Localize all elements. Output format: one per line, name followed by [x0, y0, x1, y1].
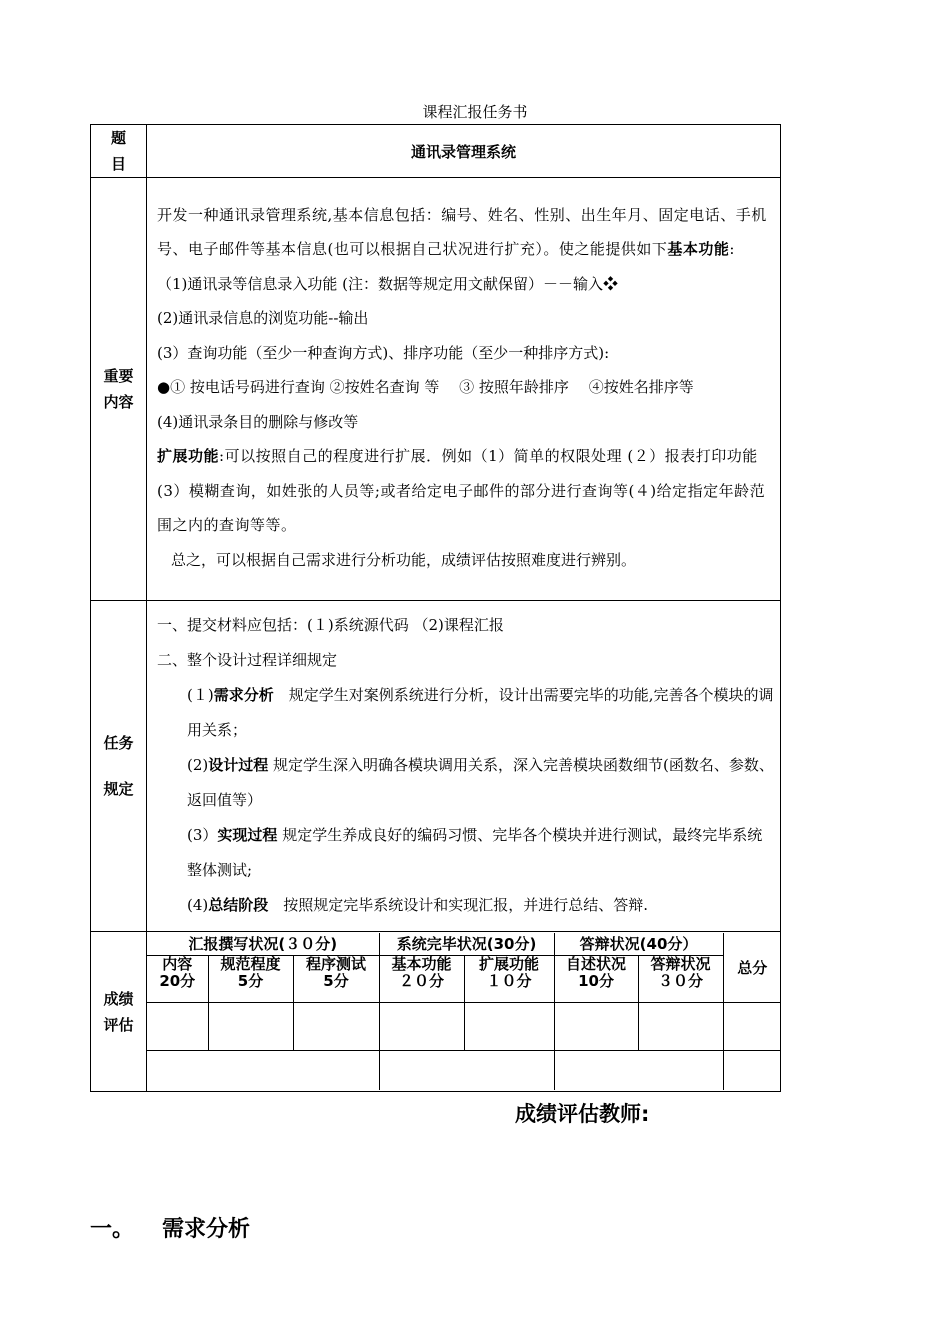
subtotal-defense: [554, 1050, 723, 1090]
grading-label: [91, 932, 147, 1092]
criterion-score: 5分: [237, 971, 264, 990]
score-cell: [723, 1002, 781, 1050]
total-score-header: 总分: [723, 933, 781, 1003]
task-summary-stage: [157, 888, 774, 923]
criterion-name: 内容: [162, 954, 193, 973]
task-cell: [147, 601, 781, 932]
task-step-2-number: (2): [187, 755, 209, 774]
criterion-score: ２０分: [399, 971, 445, 990]
score-cell: [638, 1002, 723, 1050]
score-cell: [379, 1002, 464, 1050]
task-step-3-number: (3）: [187, 825, 218, 844]
task-step-1-number: (１): [187, 685, 214, 704]
topic-value: 通讯录管理系统: [147, 125, 781, 178]
group-report-writing: 汇报撰写状况(３０分): [147, 933, 379, 956]
task-line-1: 一、提交材料应包括：(１)系统源代码 （2)课程汇报: [157, 615, 504, 634]
criterion-name: 扩展功能: [479, 954, 540, 973]
topic-label-line-2: 目: [110, 155, 126, 173]
task-design-process: [157, 748, 774, 818]
task-line-2: 二、整个设计过程详细规定: [157, 650, 338, 669]
content-item-3: (3）查询功能（至少一种查询方式)、排序功能（至少一种排序方式):: [157, 343, 610, 362]
criterion-score: ３０分: [658, 971, 704, 990]
criterion-extended-function: [464, 955, 554, 1002]
task-table: [90, 124, 781, 1092]
criterion-score: １０分: [486, 971, 532, 990]
score-cell: [208, 1002, 293, 1050]
content-item-2: (2)通讯录信息的浏览功能--输出: [157, 309, 369, 328]
criterion-standard: [208, 955, 293, 1002]
task-label-line-2: 规定: [103, 780, 134, 798]
content-item-4: (4)通讯录条目的删除与修改等: [157, 412, 359, 431]
task-label: [91, 601, 147, 932]
task-step-2-title: 设计过程: [208, 755, 269, 774]
score-cell: [464, 1002, 554, 1050]
intro-colon: :: [729, 240, 735, 259]
content-item-3-detail: ●① 按电话号码进行查询 ②按姓名查询 等 ③ 按照年龄排序 ④按姓名排序等: [157, 378, 694, 397]
extension-label: 扩展功能: [157, 447, 220, 466]
intro-text: 开发一种通讯录管理系统,基本信息包括：编号、姓名、性别、出生年月、固定电话、手机号、电子邮件等基本信息(也可以根据自己状况进行扩充）。使之能提供如下: [157, 205, 767, 259]
task-row: [91, 601, 781, 932]
subtotal-row: [147, 1050, 781, 1090]
task-step-3-text: 规定学生养成良好的编码习惯、完毕各个模块并进行测试，最终完毕系统整体测试;: [187, 825, 763, 879]
content-label-line-2: 内容: [103, 393, 134, 411]
grading-label-line-1: 成绩: [103, 989, 134, 1008]
section-heading: [90, 1212, 250, 1243]
criterion-score: 20分: [159, 971, 196, 990]
subtotal-total: [723, 1050, 781, 1090]
topic-label: [91, 125, 147, 178]
task-step-1-text: 规定学生对案例系统进行分析，设计出需要完毕的功能,完善各个模块的调用关系；: [187, 685, 774, 739]
section-title: 需求分析: [162, 1217, 251, 1242]
task-step-3-title: 实现过程: [217, 825, 278, 844]
grading-row: [91, 932, 781, 1092]
content-row: [91, 178, 781, 601]
score-cell: [554, 1002, 638, 1050]
topic-row: [91, 125, 781, 178]
criterion-defense: [638, 955, 723, 1002]
criterion-content: [147, 955, 208, 1002]
grading-label-line-2: 评估: [103, 1015, 134, 1034]
basic-function-label: 基本功能: [667, 240, 730, 259]
criterion-program-test: [293, 955, 379, 1002]
grading-teacher-label: 成绩评估教师:: [515, 1102, 650, 1126]
content-label: [91, 178, 147, 601]
content-extension: [157, 439, 774, 543]
task-step-4-title: 总结阶段: [208, 895, 269, 914]
task-step-4-number: (4): [187, 895, 209, 914]
task-implementation: [157, 818, 774, 888]
criterion-name: 规范程度: [220, 954, 281, 973]
task-step-2-text: 规定学生深入明确各模块调用关系，深入完善模块函数细节(函数名、参数、返回值等）: [187, 755, 774, 809]
document-title: 课程汇报任务书: [422, 103, 528, 121]
task-step-1-title: 需求分析: [213, 685, 274, 704]
group-system-completion: 系统完毕状况(30分): [379, 933, 554, 956]
criterion-name: 程序测试: [306, 954, 367, 973]
criterion-score: 5分: [323, 971, 349, 990]
group-defense: 答辩状况(40分）: [554, 933, 723, 956]
score-cell: [147, 1002, 208, 1050]
criterion-basic-function: [379, 955, 464, 1002]
criterion-self-report: [554, 955, 638, 1002]
grading-table: [147, 933, 781, 1091]
content-label-line-1: 重要: [103, 367, 134, 385]
score-cell: [293, 1002, 379, 1050]
score-entry-row: [147, 1002, 781, 1050]
task-requirements-analysis: [157, 678, 774, 748]
content-item-1: （1)通讯录等信息录入功能 (注：数据等规定用文献保留）－－输入❖: [157, 274, 619, 293]
criterion-name: 自述状况: [566, 954, 627, 973]
subtotal-report: [147, 1050, 379, 1090]
topic-label-line-1: 题: [110, 129, 126, 147]
task-label-line-1: 任务: [103, 734, 134, 752]
criterion-name: 答辩状况: [650, 954, 711, 973]
criterion-score: 10分: [578, 971, 614, 990]
criterion-name: 基本功能: [391, 954, 452, 973]
content-cell: [147, 178, 781, 601]
content-summary: 总之，可以根据自己需求进行分析功能，成绩评估按照难度进行辨别。: [171, 550, 637, 569]
subtotal-system: [379, 1050, 554, 1090]
content-paragraph-intro: [157, 198, 774, 267]
grading-cell: [147, 932, 781, 1092]
extension-text: :可以按照自己的程度进行扩展．例如（1）简单的权限处理 (２）报表打印功能(3）模糊查询，如姓张的人员等;或者给定电子邮件的部分进行查询等(４)给定指定年龄范围之内的查询等等。: [157, 447, 766, 535]
section-number: 一。: [90, 1217, 135, 1242]
task-step-4-text: 按照规定完毕系统设计和实现汇报，并进行总结、答辩.: [268, 895, 649, 914]
